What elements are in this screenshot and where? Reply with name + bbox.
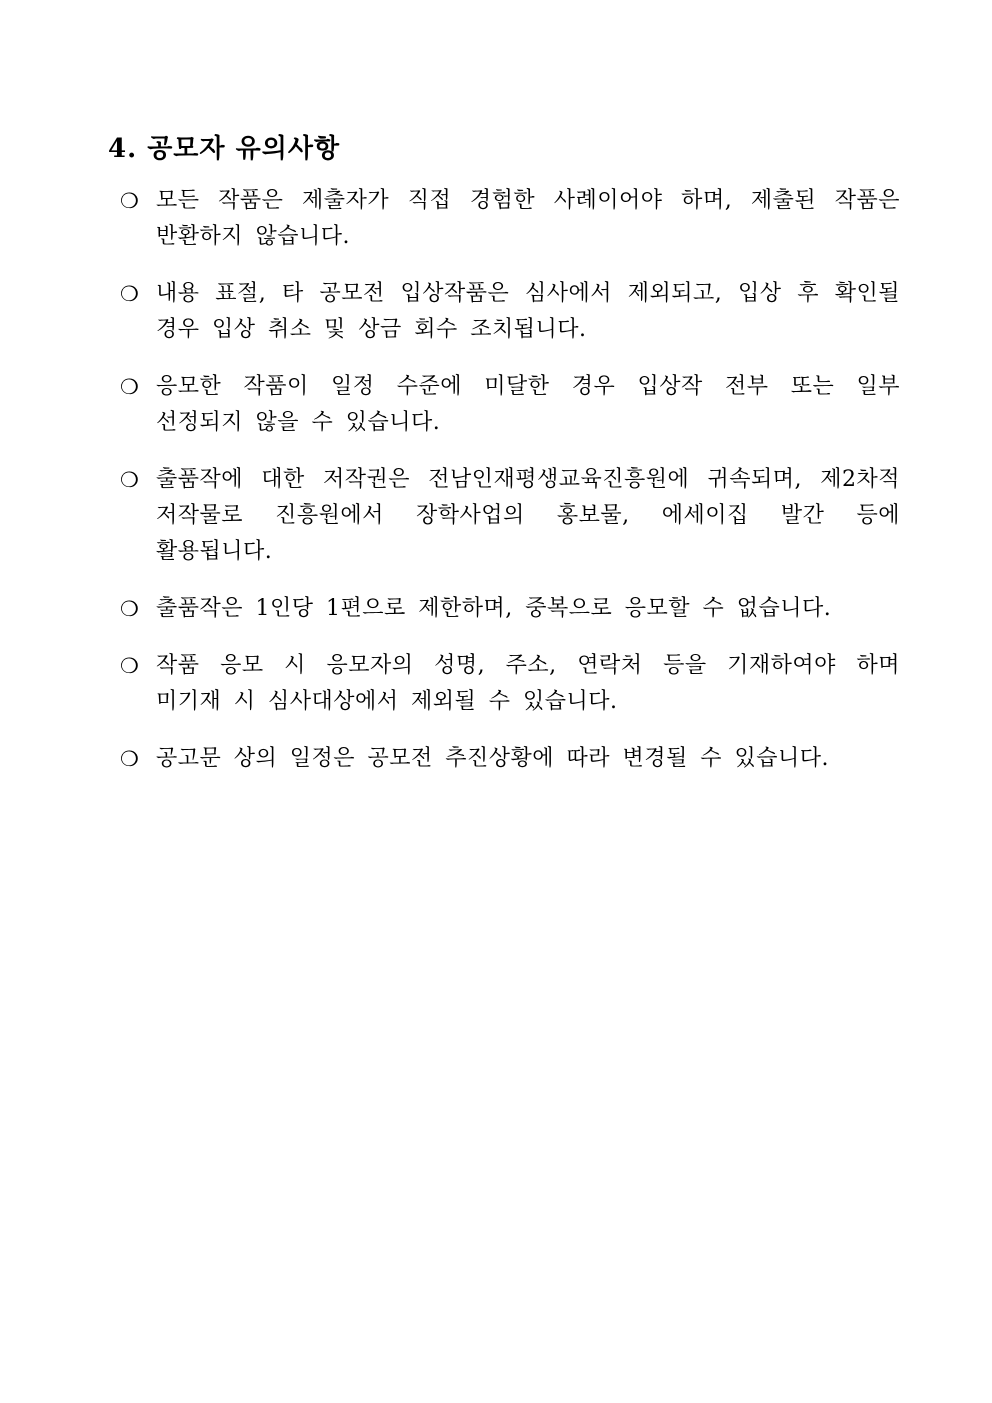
notice-text: 공고문 상의 일정은 공모전 추진상황에 따라 변경될 수 있습니다. xyxy=(156,746,829,771)
notice-item xyxy=(120,276,900,348)
notice-item xyxy=(120,462,900,570)
notice-item xyxy=(120,369,900,441)
notice-item xyxy=(120,648,900,720)
circle-bullet-icon: ❍ xyxy=(120,375,139,399)
circle-bullet-icon: ❍ xyxy=(120,468,139,492)
section-heading: 4. 공모자 유의사항 xyxy=(108,134,341,164)
circle-bullet-icon: ❍ xyxy=(120,654,139,678)
notice-text: 출품작은 1인당 1편으로 제한하며, 중복으로 응모할 수 없습니다. xyxy=(156,596,832,621)
notice-text: 모든 작품은 제출자가 직접 경험한 사례이어야 하며, 제출된 작품은 반환하지 않습니다. xyxy=(156,188,900,249)
notice-text: 출품작에 대한 저작권은 전남인재평생교육진흥원에 귀속되며, 제2차적 저작물로 진흥원에서 장학사업의 홍보물, 에세이집 발간 등에 활용됩니다. xyxy=(156,467,900,564)
notice-item xyxy=(120,183,900,255)
notice-text: 내용 표절, 타 공모전 입상작품은 심사에서 제외되고, 입상 후 확인될 경우 입상 취소 및 상금 회수 조치됩니다. xyxy=(156,281,900,342)
circle-bullet-icon: ❍ xyxy=(120,189,139,213)
circle-bullet-icon: ❍ xyxy=(120,282,139,306)
notice-text: 작품 응모 시 응모자의 성명, 주소, 연락처 등을 기재하여야 하며 미기재 시 심사대상에서 제외될 수 있습니다. xyxy=(156,653,900,714)
notice-item xyxy=(120,741,900,777)
circle-bullet-icon: ❍ xyxy=(120,747,139,771)
circle-bullet-icon: ❍ xyxy=(120,597,139,621)
notice-text: 응모한 작품이 일정 수준에 미달한 경우 입상작 전부 또는 일부 선정되지 않을 수 있습니다. xyxy=(156,374,900,435)
notice-list xyxy=(120,183,900,798)
notice-item xyxy=(120,591,900,627)
